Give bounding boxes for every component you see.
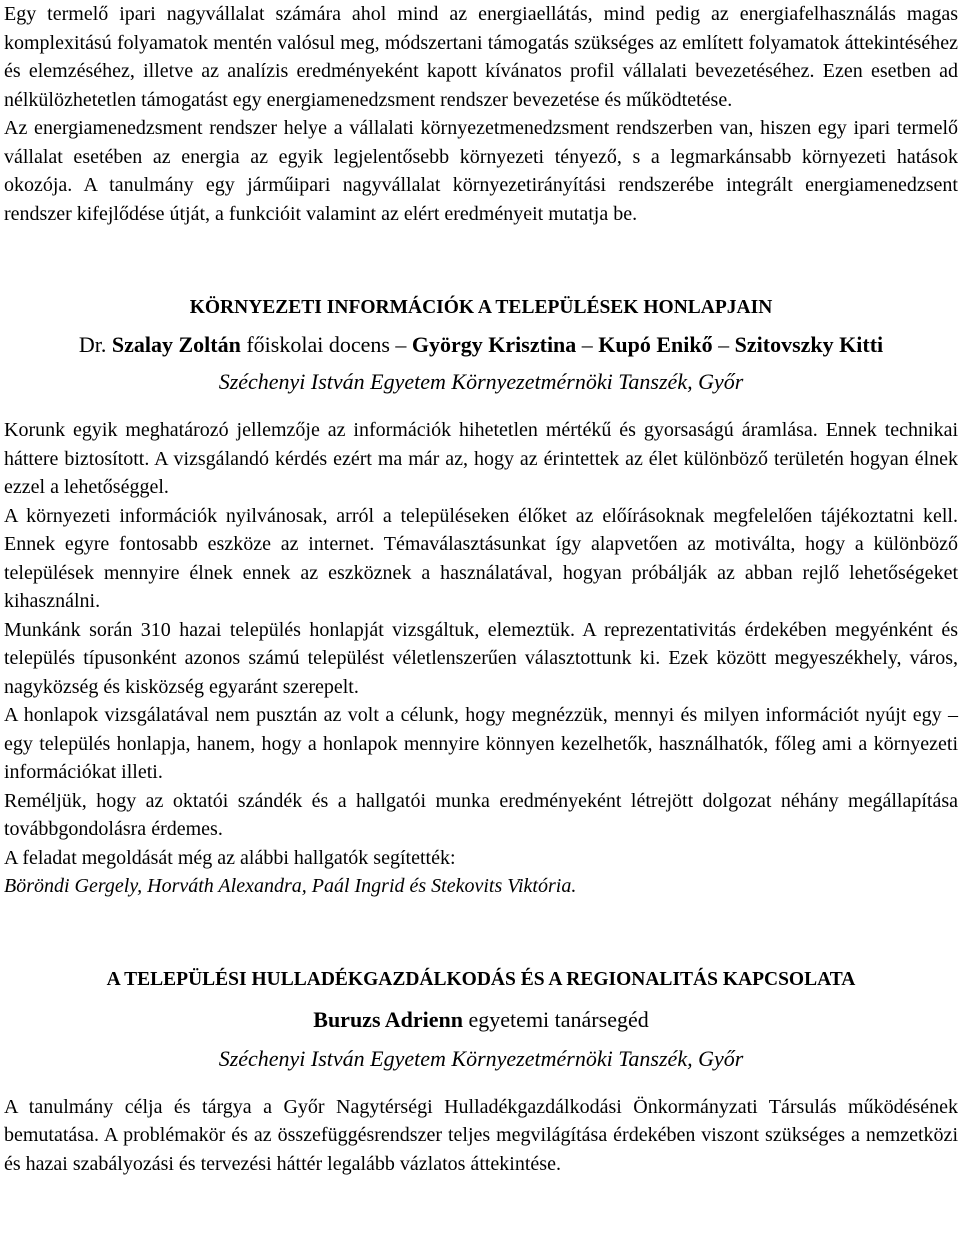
author-separator: – [712,332,735,357]
body-paragraph: Munkánk során 310 hazai település honlapját vizsgáltuk, elemeztük. A reprezentativitás érdekében megyénként és település típusonként azonos számú települést véletlenszerűen választottunk ki. Ezek között megyeszékhely, város, nagyközség és kisközség egyaránt szerepelt. [4,618,958,698]
body-paragraph: A környezeti információk nyilvánosak, arról a településeken élőket az előírásoknak megfelelően tájékoztatni kell. Ennek egyre fontosabb eszköze az internet. Témaválasztásunkat így alapvetően az motiválta, hogy a különböző települések mennyire élnek ennek az eszköznek a használatával, hogyan próbálják az abban rejlő lehetőségeket kihasználni. [4,504,958,612]
author-line [4,331,958,359]
body-paragraph: A feladat megoldását még az alábbi hallgatók segítették: [4,846,456,869]
affiliation: Széchenyi István Egyetem Környezetmérnöki Tanszék, Győr [218,1045,744,1071]
student-names: Böröndi Gergely, Horváth Alexandra, Paál Ingrid és Stekovits Viktória. [4,875,577,897]
author-prefix: Dr. [78,332,112,357]
author-name: Szalay Zoltán [111,332,241,357]
section-title-waste-management: A TELEPÜLÉSI HULLADÉKGAZDÁLKODÁS ÉS A REGIONALITÁS KAPCSOLATA [106,968,856,990]
affiliation: Széchenyi István Egyetem Környezetmérnöki Tanszék, Győr [218,369,744,394]
intro-paragraph-1: Egy termelő ipari nagyvállalat számára ahol mind az energiaellátás, mind pedig az energiafelhasználás magas komplexitású folyamatok mentén valósul meg, módszertani támogatás szükséges az említett folyamatok áttekintéséhez és elemzéséhez, illetve az analízis eredményeként kapott kívánatos profil vállalati bevezetéséhez. Ezen esetben ad nélkülözhetetlen támogatást egy energiamenedzsment rendszer bevezetése és működtetése. [4,3,958,111]
intro-paragraph-2: Az energiamenedzsment rendszer helye a vállalati környezetmenedzsment rendszerben van, hiszen egy ipari termelő vállalat esetében az energia az egyik legjelentősebb környezeti tényező, s a legmarkánsabb környezeti hatások okozója. A tanulmány egy járműipari nagyvállalat környezetirányítási rendszerébe integrált energiamenedzsent rendszer kifejlődése útját, a funkcióit valamint az elért eredményeit mutatja be. [4,117,958,225]
body-paragraph: A tanulmány célja és tárgya a Győr Nagytérségi Hulladékgazdálkodási Önkormányzati Társulás működésének bemutatása. A problémakör és az összefüggésrendszer teljes megvilágítása érdekében viszont szükséges a nemzetközi és hazai szabályozási és tervezési háttér legalább vázlatos áttekintése. [4,1095,958,1175]
body-paragraph: Reméljük, hogy az oktatói szándék és a hallgatói munka eredményeként létrejött dolgozat néhány megállapítása továbbgondolásra érdemes. [4,789,958,840]
body-paragraph: Korunk egyik meghatározó jellemzője az információk hihetetlen mértékű és gyorsaságú áramlása. Ennek technikai háttere biztosított. A vizsgálandó kérdés ezért ma már az, hogy az érintettek az élet különböző területén hogyan élnek ezzel a lehetőséggel. [4,419,958,498]
author-role: főiskolai docens – [240,332,412,357]
body-paragraph: A honlapok vizsgálatával nem pusztán az volt a célunk, hogy megnézzük, mennyi és milyen információt nyújt egy – egy település honlapja, hanem, hogy a honlapok mennyire könnyen kezelhetők, használhatók, főleg ami a környezeti információkat illeti. [4,704,958,783]
author-role: egyetemi tanársegéd [463,1006,649,1032]
author-name: Buruzs Adrienn [313,1006,464,1032]
author-separator: – [576,332,599,357]
author-name: György Krisztina [411,332,577,357]
section-title-environmental-info: KÖRNYEZETI INFORMÁCIÓK A TELEPÜLÉSEK HONLAPJAIN [189,297,773,318]
author-name: Kupó Enikő [598,332,713,357]
author-line [4,1006,958,1034]
author-name: Szitovszky Kitti [734,332,884,357]
document-page [4,0,958,1178]
